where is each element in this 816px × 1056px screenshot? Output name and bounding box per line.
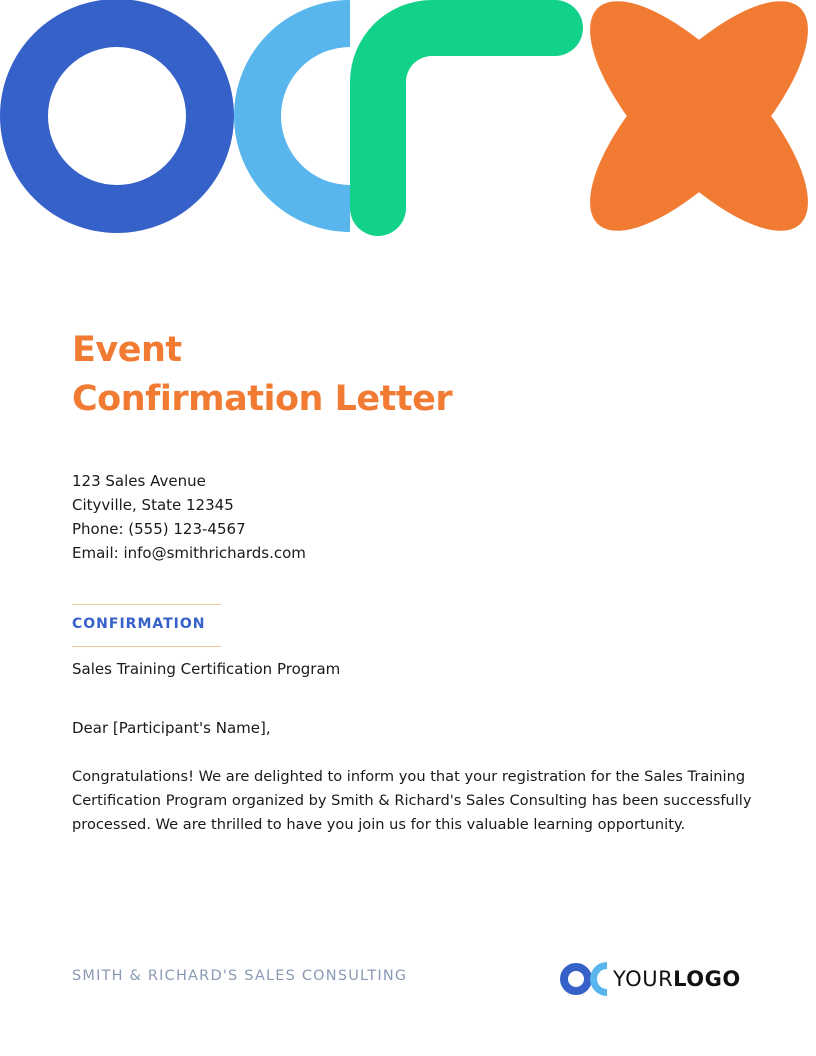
address-phone: Phone: (555) 123-4567 — [72, 520, 246, 538]
footer-company-name: SMITH & RICHARD'S SALES CONSULTING — [72, 968, 408, 984]
program-name: Sales Training Certification Program — [72, 660, 341, 678]
address-email: Email: info@smithrichards.com — [72, 544, 306, 562]
confirmation-top-rule — [72, 604, 221, 605]
company-logo — [560, 962, 741, 996]
address-city: Cityville, State 12345 — [72, 496, 234, 514]
title-line-2: Confirmation Letter — [72, 379, 453, 419]
address-street: 123 Sales Avenue — [72, 472, 206, 490]
letter-body: Congratulations! We are delighted to inform you that your registration for the Sales Training Certification Program organized by Smith & Richard's Sales Consulting has been successfully processed. We are thrilled to have you join us for this valuable learning opportunity. — [72, 768, 752, 833]
header-banner-graphic — [0, 0, 816, 240]
confirmation-label: CONFIRMATION — [72, 616, 206, 632]
blue-ring-shape — [24, 23, 210, 209]
orange-x-shape — [557, 0, 816, 240]
green-r-shape — [350, 0, 583, 236]
logo-text-regular: YOUR — [613, 967, 674, 991]
oc-logo-mark-icon — [560, 962, 608, 996]
logo-wordmark — [613, 967, 741, 991]
logo-text-bold: LOGO — [673, 967, 741, 991]
confirmation-bottom-rule — [72, 646, 221, 647]
letter-salutation: Dear [Participant's Name], — [72, 719, 271, 737]
address-block — [72, 469, 306, 565]
title-line-1: Event — [72, 330, 182, 370]
light-blue-c-shape — [234, 0, 350, 232]
document-title — [72, 326, 452, 424]
